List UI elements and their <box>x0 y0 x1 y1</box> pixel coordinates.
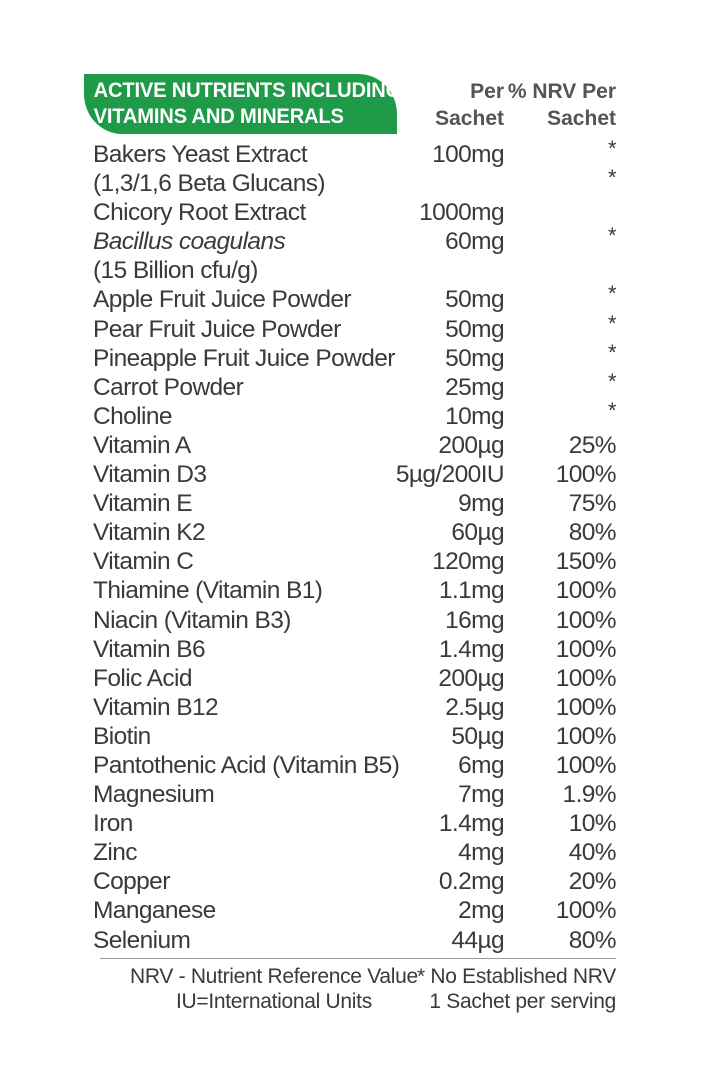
footer-notes-right <box>417 964 616 1014</box>
footer-iu-definition: IU=International Units <box>175 990 372 1013</box>
table-row <box>84 547 616 576</box>
amount-per-sachet: 50mg <box>445 315 504 343</box>
nrv-percent: 100% <box>555 635 616 663</box>
nutrient-name: Vitamin B6 <box>93 635 206 663</box>
nutrient-name: Pineapple Fruit Juice Powder <box>93 344 395 372</box>
amount-per-sachet: 1000mg <box>419 199 504 227</box>
amount-per-sachet: 50µg <box>451 722 504 750</box>
badge-line-1: ACTIVE NUTRIENTS INCLUDING <box>93 79 402 102</box>
table-row <box>84 896 616 925</box>
nutrient-name: Copper <box>93 868 170 896</box>
nutrient-name: Vitamin C <box>93 548 194 576</box>
amount-per-sachet: 1.1mg <box>438 577 504 605</box>
amount-per-sachet: 10mg <box>445 402 504 430</box>
table-header <box>84 74 616 134</box>
table-row <box>84 664 616 693</box>
nutrient-name: Apple Fruit Juice Powder <box>93 286 351 314</box>
nrv-percent: 100% <box>555 751 616 779</box>
amount-per-sachet: 50mg <box>445 344 504 372</box>
nrv-percent: 80% <box>568 519 616 547</box>
amount-per-sachet: 44µg <box>451 926 504 954</box>
nrv-percent: 10% <box>568 810 616 838</box>
nutrient-name: Folic Acid <box>93 664 192 692</box>
footer-notes-left <box>130 964 418 1014</box>
amount-per-sachet: 60µg <box>451 519 504 547</box>
table-row <box>84 576 616 605</box>
nutrient-name: Selenium <box>93 926 191 954</box>
nrv-percent: 100% <box>555 693 616 721</box>
nrv-percent: * <box>608 339 616 365</box>
table-row <box>84 867 616 896</box>
amount-per-sachet: 1.4mg <box>438 810 504 838</box>
nutrition-panel <box>84 74 616 955</box>
amount-per-sachet: 0.2mg <box>438 868 504 896</box>
amount-per-sachet: 2mg <box>458 897 504 925</box>
nutrient-name: Thiamine (Vitamin B1) <box>93 577 323 605</box>
nutrient-name: Carrot Powder <box>93 373 244 401</box>
nrv-column-header <box>508 78 616 132</box>
nrv-percent: 100% <box>555 577 616 605</box>
table-row <box>84 281 616 314</box>
nutrient-name: Iron <box>93 810 133 838</box>
amount-per-sachet: 25mg <box>445 373 504 401</box>
nrv-percent: 1.9% <box>562 781 616 809</box>
nutrient-name: (15 Billion cfu/g) <box>93 257 258 285</box>
nrv-percent: 100% <box>555 461 616 489</box>
per-header-line-1: Per <box>470 80 504 103</box>
nutrient-name: (1,3/1,6 Beta Glucans) <box>93 170 325 198</box>
amount-per-sachet: 4mg <box>458 839 504 867</box>
nrv-percent: 80% <box>568 926 616 954</box>
table-row <box>84 635 616 664</box>
nrv-percent: * <box>608 223 616 249</box>
nutrient-table-body <box>84 136 616 955</box>
table-row <box>84 198 616 227</box>
table-row <box>84 397 616 431</box>
amount-per-sachet: 120mg <box>432 548 504 576</box>
nutrient-name: Pear Fruit Juice Powder <box>93 315 341 343</box>
nrv-percent: 20% <box>568 868 616 896</box>
table-row <box>84 368 616 402</box>
nrv-percent: 150% <box>555 548 616 576</box>
nutrient-name: Vitamin A <box>93 431 191 459</box>
footer-nrv-definition: NRV - Nutrient Reference Value <box>130 965 418 988</box>
amount-per-sachet: 9mg <box>458 490 504 518</box>
nutrient-name: Niacin (Vitamin B3) <box>93 606 291 634</box>
nrv-percent: * <box>608 310 616 336</box>
nrv-percent: 75% <box>568 490 616 518</box>
amount-per-sachet: 100mg <box>432 141 504 168</box>
badge-line-2: VITAMINS AND MINERALS <box>93 105 344 128</box>
nrv-percent: * <box>608 165 616 191</box>
table-row <box>84 339 616 373</box>
nutrient-name: Bacillus coagulans <box>93 228 286 256</box>
nrv-percent: * <box>608 136 616 161</box>
footer-serving-note: 1 Sachet per serving <box>429 990 616 1013</box>
table-row <box>84 431 616 460</box>
nutrient-name: Chicory Root Extract <box>93 199 306 227</box>
per-header-line-2: Sachet <box>435 107 504 130</box>
nutrient-name: Choline <box>93 402 172 430</box>
amount-per-sachet: 1.4mg <box>438 635 504 663</box>
table-row <box>84 809 616 838</box>
table-row <box>84 518 616 547</box>
amount-per-sachet: 60mg <box>445 228 504 256</box>
per-sachet-column-header <box>435 78 504 132</box>
amount-per-sachet: 50mg <box>445 286 504 314</box>
nutrient-name: Pantothenic Acid (Vitamin B5) <box>93 751 400 779</box>
amount-per-sachet: 2.5µg <box>445 693 504 721</box>
nrv-percent: 40% <box>568 839 616 867</box>
table-row <box>84 223 616 256</box>
nrv-percent: 100% <box>555 664 616 692</box>
nutrient-name: Vitamin B12 <box>93 693 219 721</box>
nutrient-name: Vitamin E <box>93 490 193 518</box>
amount-per-sachet: 200µg <box>438 431 504 459</box>
nrv-percent: 100% <box>555 722 616 750</box>
nrv-percent: 100% <box>555 606 616 634</box>
table-row <box>84 780 616 809</box>
footer-no-nrv-note: * No Established NRV <box>416 965 616 988</box>
nrv-header-line-2: Sachet <box>547 107 616 130</box>
table-row <box>84 722 616 751</box>
nutrient-name: Zinc <box>93 839 137 867</box>
table-row <box>84 693 616 722</box>
nutrient-name: Manganese <box>93 897 216 925</box>
table-row <box>84 606 616 635</box>
amount-per-sachet: 200µg <box>438 664 504 692</box>
nutrient-name: Vitamin K2 <box>93 519 206 547</box>
nutrient-name: Biotin <box>93 722 151 750</box>
nrv-percent: 100% <box>555 897 616 925</box>
amount-per-sachet: 16mg <box>445 606 504 634</box>
nutrient-name: Magnesium <box>93 781 215 809</box>
table-row <box>84 460 616 489</box>
nrv-percent: * <box>608 281 616 307</box>
nrv-percent: 25% <box>568 431 616 459</box>
amount-per-sachet: 7mg <box>458 781 504 809</box>
table-row <box>84 489 616 518</box>
table-row <box>84 751 616 780</box>
table-row <box>84 256 616 285</box>
nutrient-name: Bakers Yeast Extract <box>93 141 308 168</box>
table-row <box>84 165 616 198</box>
nutrient-name: Vitamin D3 <box>93 461 207 489</box>
table-row <box>84 926 616 955</box>
nrv-percent: * <box>608 368 616 394</box>
table-row <box>84 838 616 867</box>
nrv-header-line-1: % NRV Per <box>507 80 616 103</box>
section-title-badge <box>84 74 402 134</box>
table-row <box>84 310 616 344</box>
footer-divider <box>100 958 616 959</box>
amount-per-sachet: 5µg/200IU <box>395 461 504 489</box>
amount-per-sachet: 6mg <box>458 751 504 779</box>
table-row <box>84 136 616 169</box>
nrv-percent: * <box>608 397 616 423</box>
